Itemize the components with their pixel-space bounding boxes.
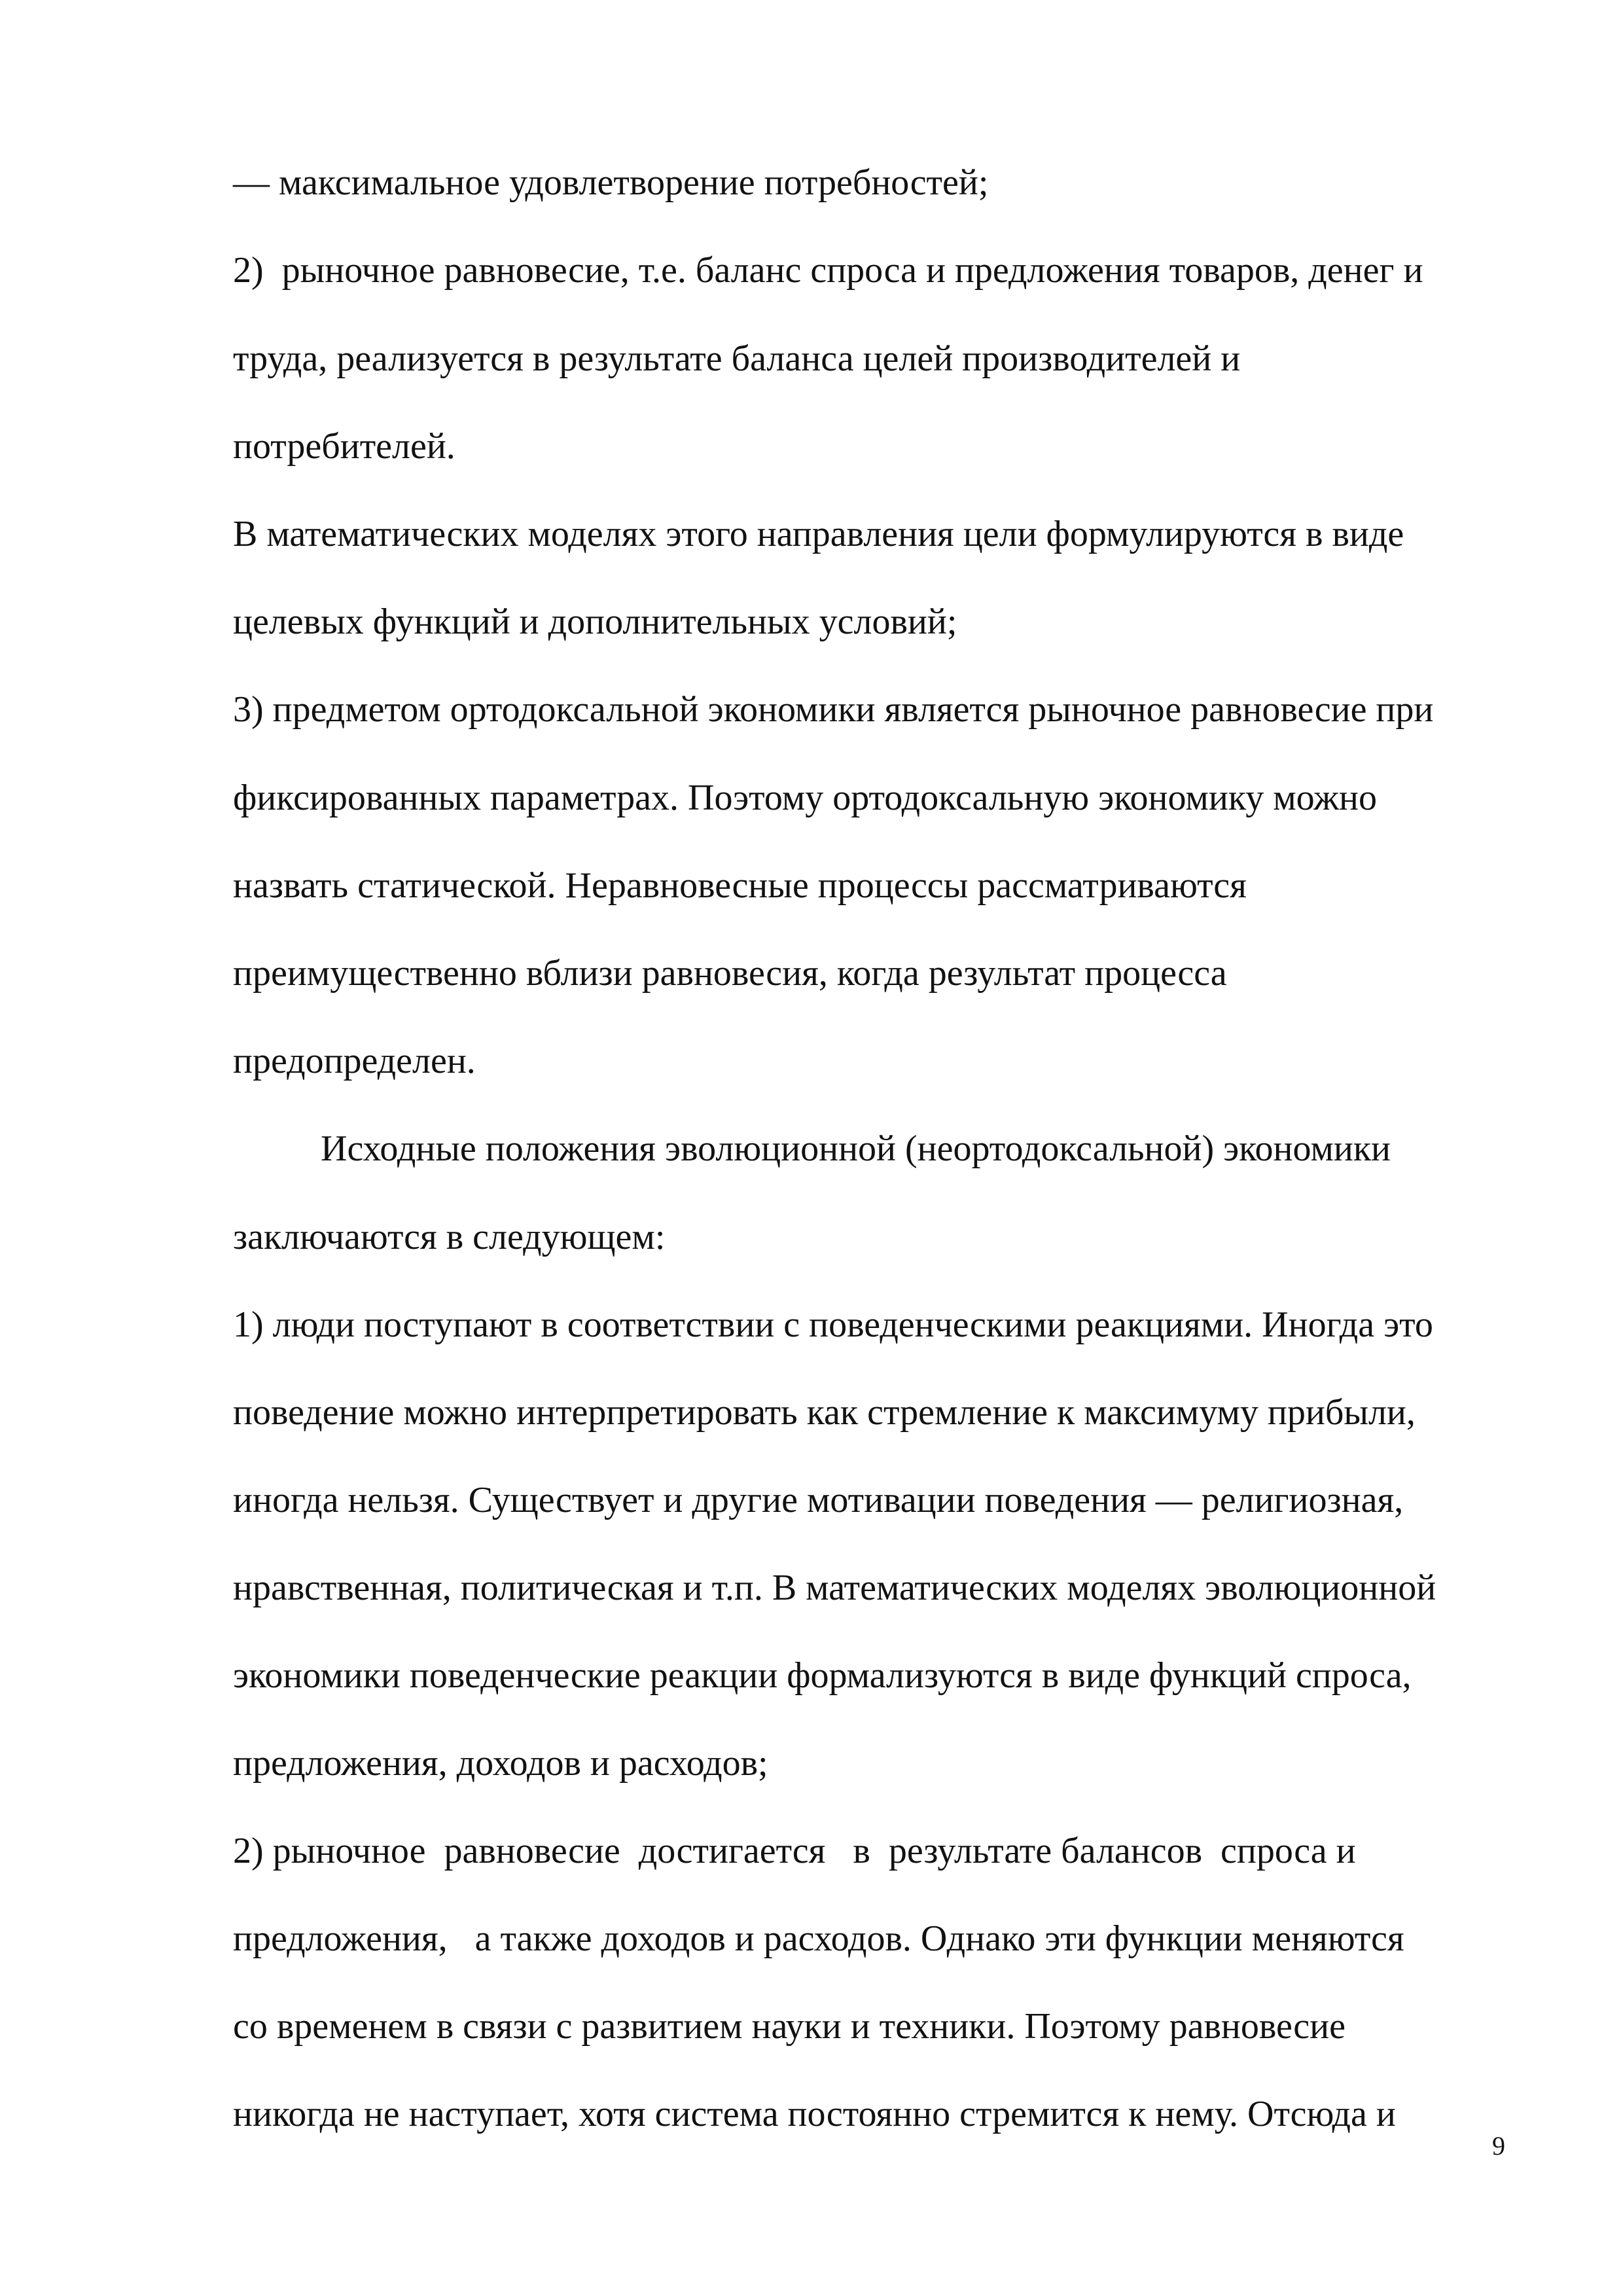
text-line: 1) люди поступают в соответствии с поведенческими реакциями. Иногда это — [233, 1304, 1433, 1345]
text-line: В математических моделях этого направления цели формулируются в виде — [233, 514, 1404, 554]
text-line: никогда не наступает, хотя система постоянно стремится к нему. Отсюда и — [233, 2094, 1396, 2134]
text-line: 2) рыночное равновесие, т.е. баланс спроса и предложения товаров, денег и — [233, 250, 1423, 291]
text-line: поведение можно интерпретировать как стремление к максимуму прибыли, — [233, 1392, 1416, 1433]
text-line: предложения, а также доходов и расходов. Однако эти функции меняются — [233, 1918, 1404, 1959]
text-line: экономики поведенческие реакции формализуются в виде функций спроса, — [233, 1655, 1412, 1696]
text-line: заключаются в следующем: — [233, 1217, 666, 1257]
text-line: назвать статической. Неравновесные процессы рассматриваются — [233, 865, 1247, 906]
text-line: иногда нельзя. Существует и другие мотивации поведения — религиозная, — [233, 1480, 1404, 1520]
text-line: — максимальное удовлетворение потребностей; — [233, 162, 989, 203]
text-line: преимущественно вблизи равновесия, когда результат процесса — [233, 953, 1227, 994]
text-line: фиксированных параметрах. Поэтому ортодоксальную экономику можно — [233, 778, 1377, 818]
paragraph-first-line: Исходные положения эволюционной (неортодоксальной) экономики — [321, 1128, 1391, 1169]
text-line: 3) предметом ортодоксальной экономики является рыночное равновесие при — [233, 689, 1434, 730]
text-line: целевых функций и дополнительных условий; — [233, 601, 957, 642]
page-number: 9 — [1492, 2131, 1505, 2161]
text-line: труда, реализуется в результате баланса целей производителей и — [233, 338, 1241, 379]
text-line: 2) рыночное равновесие достигается в результате балансов спроса и — [233, 1831, 1356, 1871]
text-line: предопределен. — [233, 1041, 476, 1081]
text-line: потребителей. — [233, 426, 455, 467]
text-line: нравственная, политическая и т.п. В математических моделях эволюционной — [233, 1568, 1436, 1608]
text-line: предложения, доходов и расходов; — [233, 1743, 768, 1784]
text-line: со временем в связи с развитием науки и техники. Поэтому равновесие — [233, 2006, 1346, 2047]
